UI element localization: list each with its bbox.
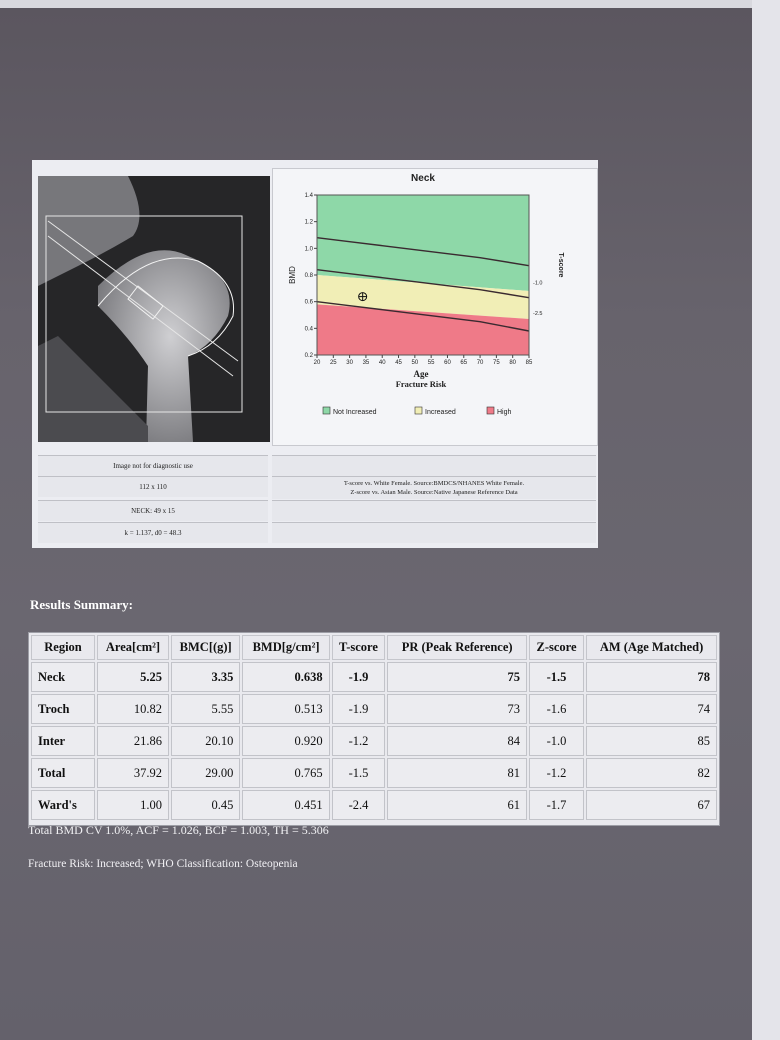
table-header-row [31, 635, 717, 660]
header-pr: PR (Peak Reference) [387, 635, 527, 660]
header-am: AM (Age Matched) [586, 635, 717, 660]
cell-area: 37.92 [97, 758, 169, 788]
cell-pr: 81 [387, 758, 527, 788]
disclaimer-text: Image not for diagnostic use [113, 462, 193, 470]
legend-label: High [497, 409, 512, 416]
cell-bmd: 0.513 [242, 694, 329, 724]
results-table [28, 632, 720, 826]
cell-area: 1.00 [97, 790, 169, 820]
cell-bmd: 0.638 [242, 662, 329, 692]
legend-swatch [323, 407, 330, 414]
y-tick-label: 0.6 [304, 299, 313, 306]
info-blank-cell-2 [272, 500, 596, 521]
y-tick-label: 1.4 [304, 193, 313, 199]
x-tick-label: 25 [329, 360, 337, 366]
cell-bmc: 29.00 [171, 758, 240, 788]
x-tick-label: 45 [395, 360, 402, 366]
info-blank-cell-1 [272, 455, 596, 476]
y2-axis-label: T-score [557, 252, 564, 278]
fracture-risk-label: Fracture Risk [395, 379, 447, 389]
table-row [31, 662, 717, 692]
cell-am: 82 [586, 758, 717, 788]
disclaimer-cell [38, 455, 268, 476]
y-axis-label: BMD [288, 266, 297, 284]
info-blank-cell-3 [272, 522, 596, 543]
cell-bmc: 20.10 [171, 726, 240, 756]
x-tick-label: 55 [427, 360, 435, 366]
x-tick-label: 50 [411, 360, 419, 366]
y-tick-label: 0.8 [304, 273, 313, 279]
cell-pr: 73 [387, 694, 527, 724]
reference-line-2: Z-score vs. Asian Male. Source:Native Japanese Reference Data [350, 489, 518, 496]
cell-bmd: 0.920 [242, 726, 329, 756]
cell-tscore: -2.4 [332, 790, 386, 820]
y-tick-label: 1.0 [304, 246, 313, 253]
x-axis-label: Age [413, 369, 429, 379]
cell-bmd: 0.765 [242, 758, 329, 788]
who-classification: Fracture Risk: Increased; WHO Classification: Osteopenia [28, 858, 298, 870]
cell-zscore: -1.7 [529, 790, 584, 820]
cell-bmc: 5.55 [171, 694, 240, 724]
cell-zscore: -1.5 [529, 662, 584, 692]
x-tick-label: 75 [493, 360, 500, 366]
chart-title: Neck [411, 173, 435, 184]
cell-tscore: -1.9 [332, 662, 386, 692]
header-zscore: Z-score [529, 635, 584, 660]
x-tick-label: 30 [346, 360, 353, 366]
results-summary-title: Results Summary: [30, 597, 133, 612]
x-tick-label: 85 [525, 360, 533, 366]
cell-zscore: -1.6 [529, 694, 584, 724]
reference-cell [272, 476, 596, 499]
cell-zscore: -1.2 [529, 758, 584, 788]
calibration-cell [38, 522, 268, 543]
bmd-chart-svg [273, 169, 597, 445]
cell-am: 78 [586, 662, 717, 692]
band-not-increased [317, 195, 529, 291]
matrix-cell [38, 476, 268, 497]
x-tick-label: 70 [476, 360, 484, 366]
x-tick-label: 20 [313, 360, 321, 366]
risk-bands [317, 195, 529, 355]
y-tick-label: 0.2 [304, 353, 313, 359]
cell-region: Inter [31, 726, 95, 756]
y-tick-label: 0.4 [304, 326, 313, 333]
cell-area: 5.25 [97, 662, 169, 692]
reference-line-1: T-score vs. White Female. Source:BMDCS/NHANES White Female. [343, 480, 525, 487]
y-tick-label: 1.2 [304, 219, 313, 226]
cell-bmd: 0.451 [242, 790, 329, 820]
cell-bmc: 3.35 [171, 662, 240, 692]
header-bmd: BMD[g/cm²] [242, 635, 329, 660]
legend-label: Not Increased [333, 409, 377, 416]
header-region: Region [31, 635, 95, 660]
cell-pr: 75 [387, 662, 527, 692]
cell-pr: 61 [387, 790, 527, 820]
cell-tscore: -1.2 [332, 726, 386, 756]
cell-tscore: -1.9 [332, 694, 386, 724]
cell-region: Troch [31, 694, 95, 724]
table-row [31, 694, 717, 724]
table-row [31, 758, 717, 788]
x-tick-label: 60 [444, 360, 451, 366]
bmd-cv-line: Total BMD CV 1.0%, ACF = 1.026, BCF = 1.003, TH = 5.306 [28, 823, 329, 837]
x-tick-label: 35 [362, 360, 370, 366]
table-row [31, 790, 717, 820]
cell-bmc: 0.45 [171, 790, 240, 820]
cell-area: 10.82 [97, 694, 169, 724]
x-tick-label: 40 [378, 360, 386, 366]
cell-region: Neck [31, 662, 95, 692]
cell-zscore: -1.0 [529, 726, 584, 756]
cell-am: 85 [586, 726, 717, 756]
dexa-report-panel [32, 160, 598, 548]
cell-region: Ward's [31, 790, 95, 820]
cell-am: 74 [586, 694, 717, 724]
neck-size-text: NECK: 49 x 15 [131, 507, 175, 515]
legend-label: Increased [425, 409, 456, 416]
x-tick-label: 65 [460, 360, 468, 366]
femur-xray-graphic [38, 176, 270, 442]
legend-swatch [487, 407, 494, 414]
table-row [31, 726, 717, 756]
legend-swatch [415, 407, 422, 414]
calibration-text: k = 1.137, d0 = 48.3 [124, 529, 182, 537]
cell-area: 21.86 [97, 726, 169, 756]
results-grid [29, 633, 719, 822]
t-score-tick-label: -2.5 [533, 311, 543, 317]
matrix-text: 112 x 110 [139, 483, 167, 491]
cell-tscore: -1.5 [332, 758, 386, 788]
chart-legend [323, 407, 512, 416]
header-area: Area[cm²] [97, 635, 169, 660]
cell-region: Total [31, 758, 95, 788]
page-right-edge [752, 0, 780, 1040]
header-bmc: BMC[(g)] [171, 635, 240, 660]
neck-size-cell [38, 500, 268, 521]
header-tscore: T-score [332, 635, 386, 660]
bmd-reference-chart [272, 168, 598, 446]
cell-pr: 84 [387, 726, 527, 756]
cell-am: 67 [586, 790, 717, 820]
t-score-tick-label: -1.0 [533, 280, 543, 287]
femur-scan-image [38, 176, 270, 442]
x-tick-label: 80 [509, 360, 517, 366]
